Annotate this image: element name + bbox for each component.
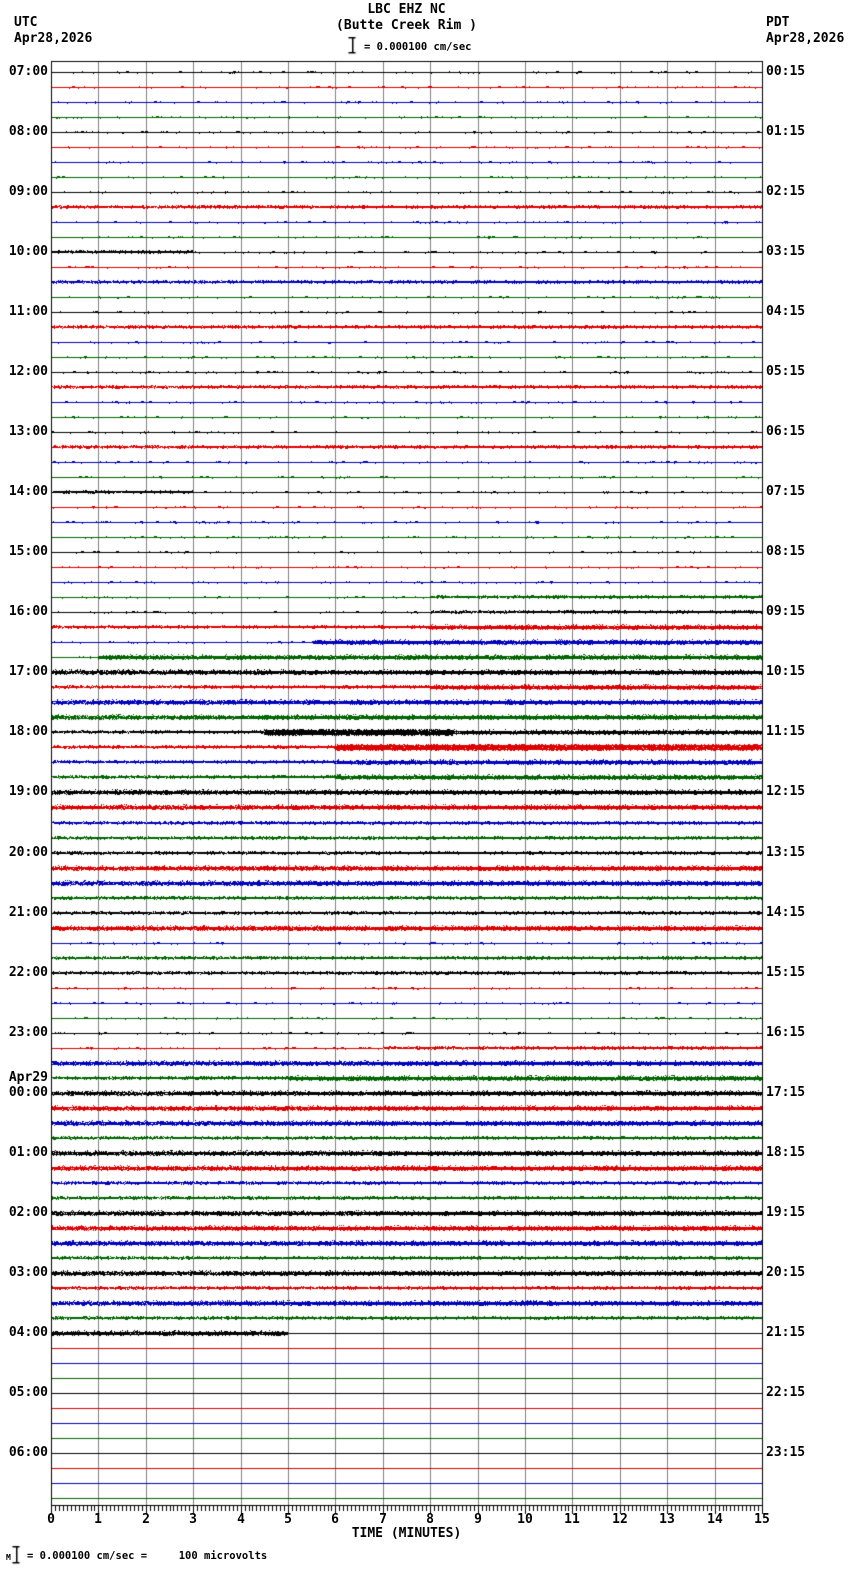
pdt-hour-label: 15:15 (766, 965, 806, 980)
x-tick-label: 9 (474, 1512, 482, 1527)
pdt-hour-label: 21:15 (766, 1325, 806, 1340)
utc-hour-label: 20:00 (8, 845, 48, 860)
x-tick-label: 5 (284, 1512, 292, 1527)
pdt-hour-label: 18:15 (766, 1145, 806, 1160)
utc-hour-label: 17:00 (8, 664, 48, 679)
utc-hour-label: 19:00 (8, 784, 48, 799)
right-timezone-label: PDT (766, 15, 790, 30)
utc-hour-label: 11:00 (8, 304, 48, 319)
pdt-hour-label: 17:15 (766, 1085, 806, 1100)
pdt-hour-label: 10:15 (766, 664, 806, 679)
utc-hour-label: 14:00 (8, 484, 48, 499)
utc-hour-label: 22:00 (8, 965, 48, 980)
pdt-hour-label: 11:15 (766, 724, 806, 739)
pdt-hour-label: 19:15 (766, 1205, 806, 1220)
pdt-hour-label: 12:15 (766, 784, 806, 799)
x-tick-label: 11 (564, 1512, 580, 1527)
left-date-label: Apr28,2026 (14, 31, 93, 46)
utc-hour-label: 21:00 (8, 905, 48, 920)
utc-hour-label: 18:00 (8, 724, 48, 739)
pdt-hour-label: 03:15 (766, 244, 806, 259)
pdt-hour-label: 20:15 (766, 1265, 806, 1280)
x-axis-title: TIME (MINUTES) (351, 1526, 462, 1541)
right-date-label: Apr28,2026 (766, 31, 845, 46)
pdt-hour-label: 23:15 (766, 1445, 806, 1460)
utc-hour-label: 02:00 (8, 1205, 48, 1220)
pdt-hour-label: 22:15 (766, 1385, 806, 1400)
utc-hour-label: 15:00 (8, 544, 48, 559)
x-tick-label: 14 (707, 1512, 723, 1527)
x-tick-label: 13 (659, 1512, 675, 1527)
utc-hour-label: 04:00 (8, 1325, 48, 1340)
pdt-hour-label: 09:15 (766, 604, 806, 619)
pdt-hour-label: 08:15 (766, 544, 806, 559)
x-tick-label: 6 (331, 1512, 339, 1527)
pdt-hour-label: 04:15 (766, 304, 806, 319)
utc-hour-label: 07:00 (8, 64, 48, 79)
station-subtitle: (Butte Creek Rim ) (336, 18, 477, 33)
utc-hour-label: 13:00 (8, 424, 48, 439)
x-tick-label: 1 (94, 1512, 102, 1527)
footer-scale-prefix: M (6, 1553, 11, 1562)
x-tick-label: 15 (754, 1512, 770, 1527)
station-title: LBC EHZ NC (367, 2, 446, 17)
pdt-hour-label: 16:15 (766, 1025, 806, 1040)
left-timezone-label: UTC (14, 15, 38, 30)
utc-hour-label: 10:00 (8, 244, 48, 259)
utc-date-break-label: Apr29 (8, 1070, 48, 1085)
x-tick-label: 7 (379, 1512, 387, 1527)
utc-hour-label: 01:00 (8, 1145, 48, 1160)
utc-hour-label: 09:00 (8, 184, 48, 199)
pdt-hour-label: 06:15 (766, 424, 806, 439)
x-tick-label: 8 (426, 1512, 434, 1527)
x-tick-label: 3 (189, 1512, 197, 1527)
pdt-hour-label: 14:15 (766, 905, 806, 920)
utc-hour-label: 06:00 (8, 1445, 48, 1460)
x-tick-label: 4 (237, 1512, 245, 1527)
header-scale-label: = 0.000100 cm/sec (364, 41, 472, 53)
utc-hour-label: 05:00 (8, 1385, 48, 1400)
x-tick-label: 0 (47, 1512, 55, 1527)
x-tick-label: 12 (612, 1512, 628, 1527)
pdt-hour-label: 13:15 (766, 845, 806, 860)
pdt-hour-label: 02:15 (766, 184, 806, 199)
utc-hour-label: 03:00 (8, 1265, 48, 1280)
footer-scale-note: = 0.000100 cm/sec = 100 microvolts (27, 1550, 268, 1562)
utc-hour-label: 16:00 (8, 604, 48, 619)
x-tick-label: 10 (517, 1512, 533, 1527)
pdt-hour-label: 05:15 (766, 364, 806, 379)
x-tick-label: 2 (142, 1512, 150, 1527)
utc-hour-label: 12:00 (8, 364, 48, 379)
pdt-hour-label: 07:15 (766, 484, 806, 499)
utc-hour-label: 23:00 (8, 1025, 48, 1040)
utc-hour-label: 08:00 (8, 124, 48, 139)
pdt-hour-label: 00:15 (766, 64, 806, 79)
pdt-hour-label: 01:15 (766, 124, 806, 139)
utc-hour-label: 00:00 (8, 1085, 48, 1100)
